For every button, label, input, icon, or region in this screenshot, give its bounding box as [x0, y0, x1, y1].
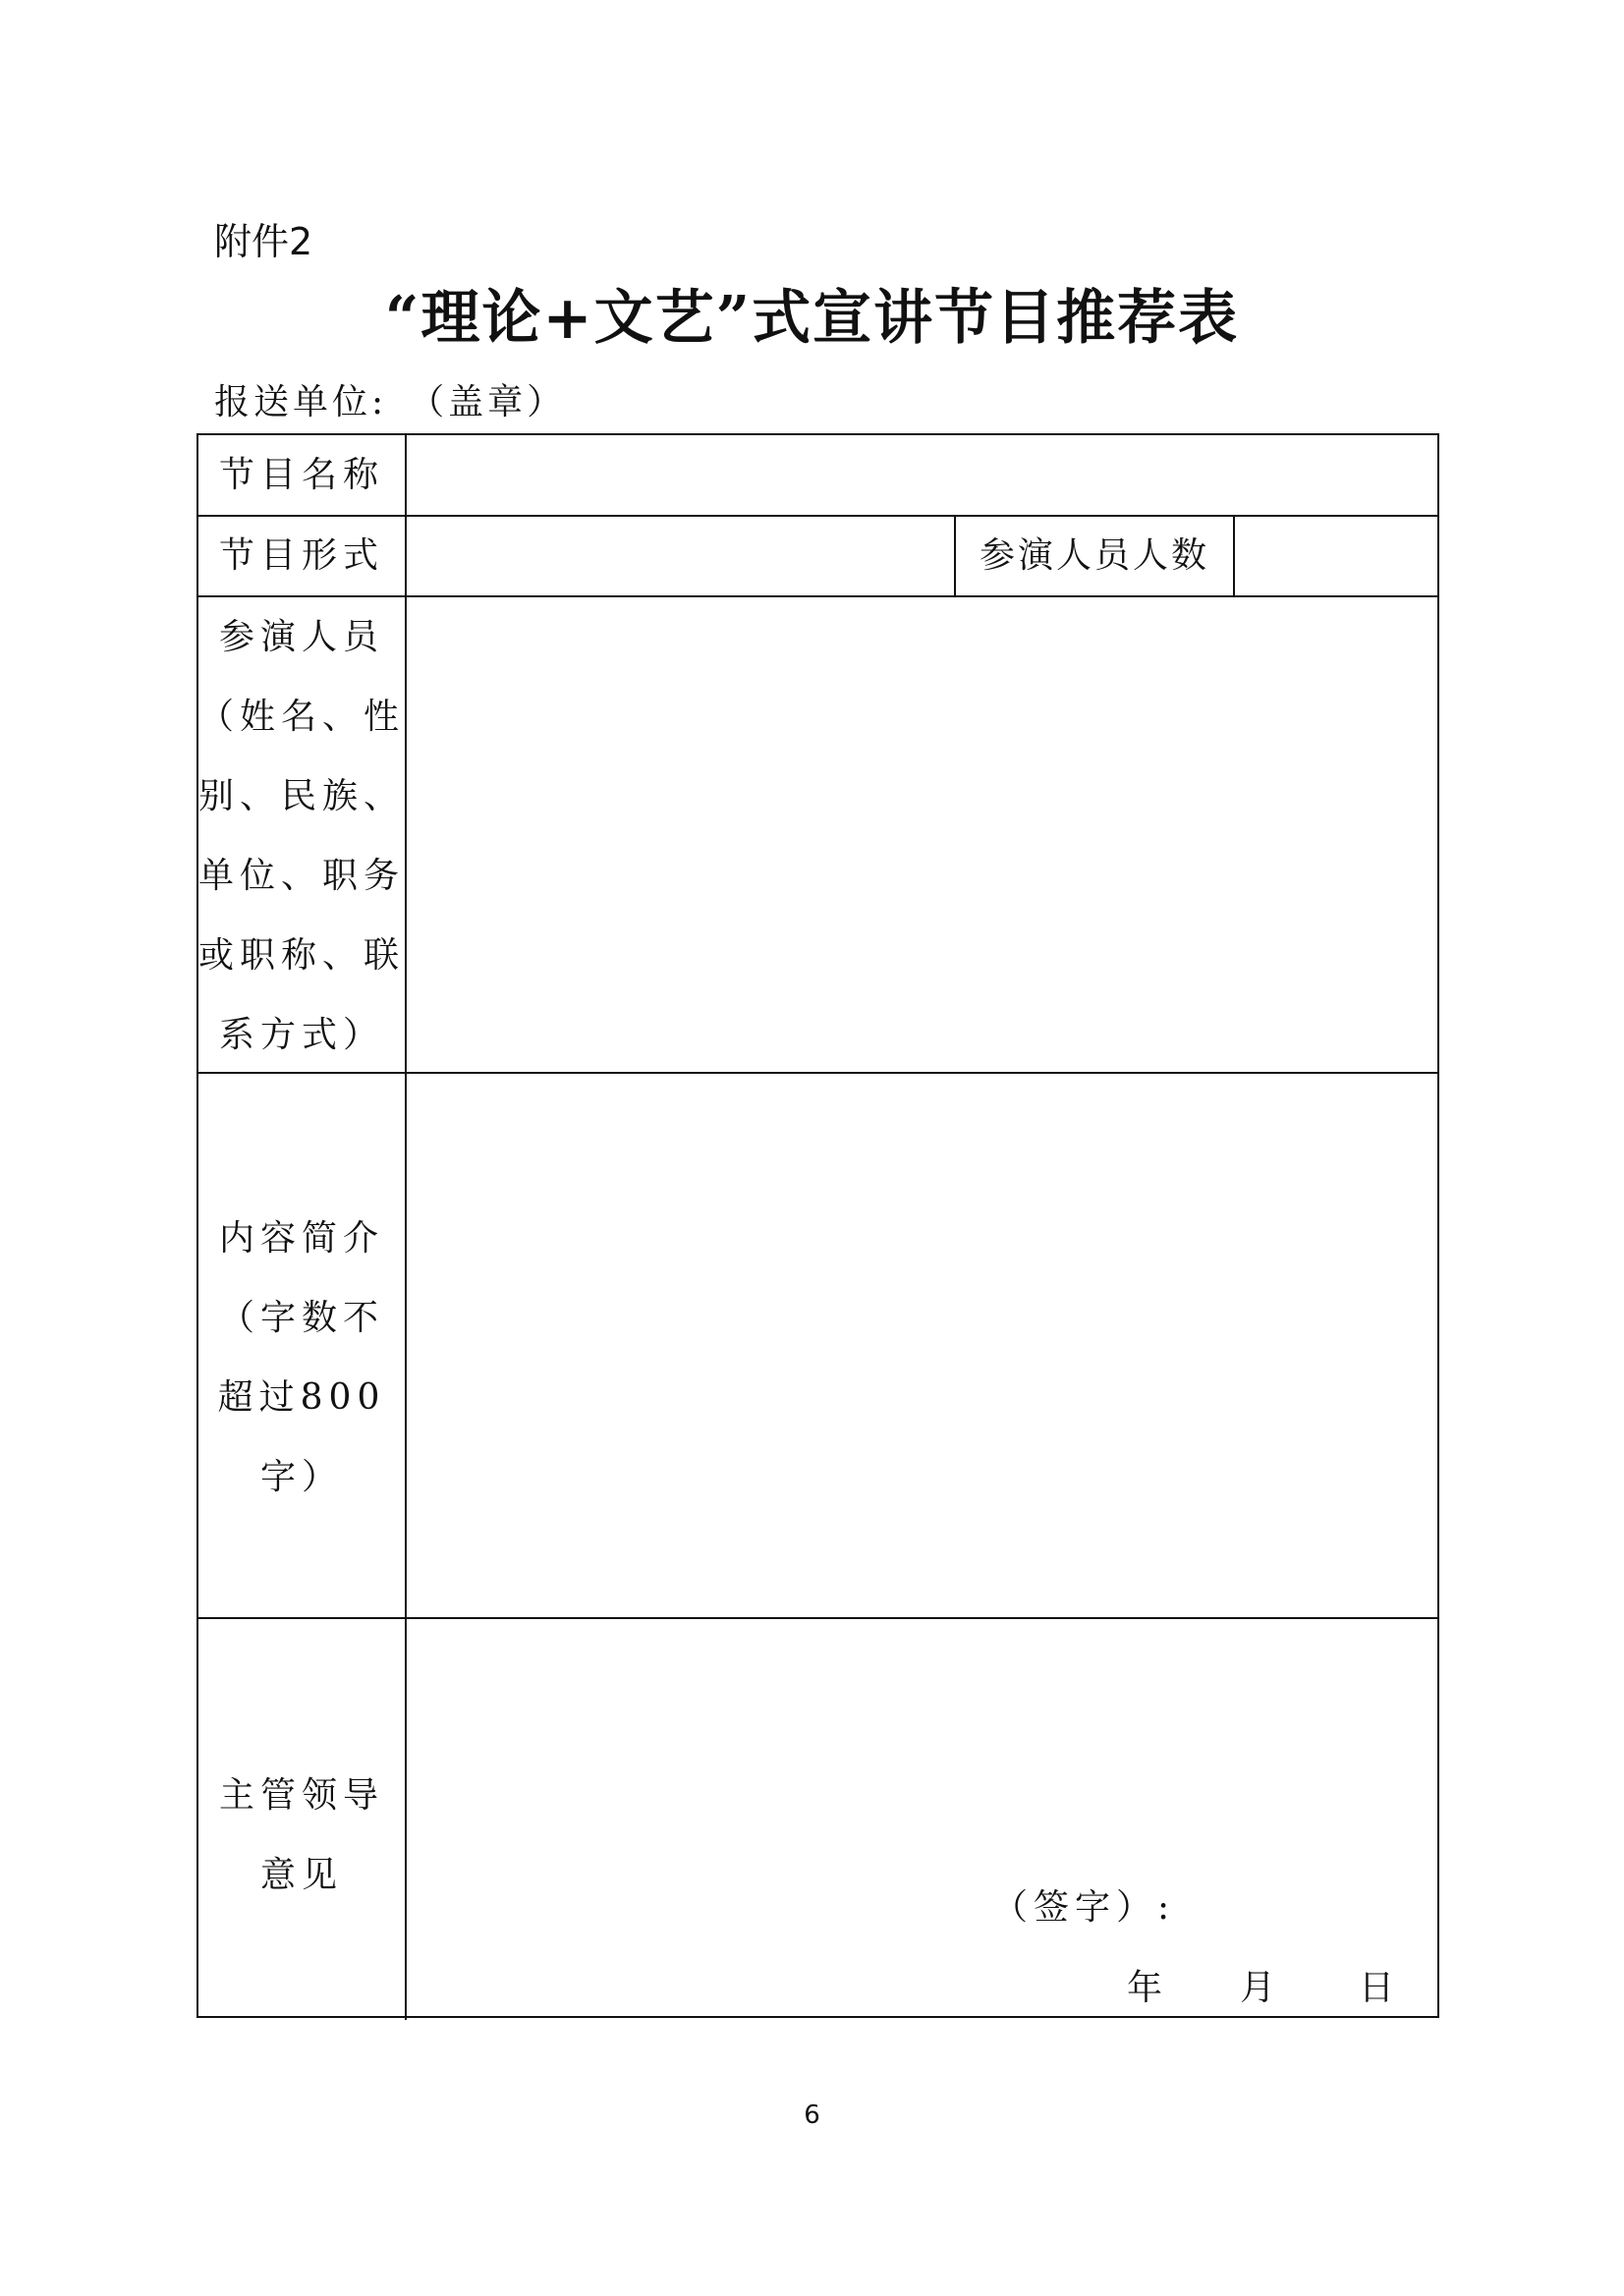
program-form-field[interactable] — [407, 517, 952, 593]
program-name-label: 节目名称 — [218, 455, 384, 495]
signature-label: （签字）: — [992, 1887, 1176, 1928]
attachment-label: 附件2 — [214, 220, 313, 263]
submitting-unit-label: 报送单位: — [214, 382, 388, 422]
intro-label-line: （字数不 — [218, 1298, 384, 1338]
intro-label-line: 内容简介 — [218, 1218, 384, 1259]
performers-label-line: 参演人员 — [218, 617, 384, 657]
recommendation-form — [196, 433, 1439, 2018]
date-month-label: 月 — [1240, 1968, 1276, 2008]
opinion-label-line: 意见 — [259, 1855, 343, 1895]
intro-field[interactable] — [407, 1074, 1437, 1615]
performer-count-label: 参演人员人数 — [979, 535, 1209, 576]
performers-label-line: 或职称、联 — [198, 935, 406, 976]
date-day-label: 日 — [1359, 1968, 1395, 2008]
intro-label-line: 字） — [259, 1457, 343, 1497]
performers-label-line: 别、民族、 — [198, 776, 406, 816]
performer-count-field[interactable] — [1235, 517, 1437, 593]
program-name-field[interactable] — [407, 437, 1437, 513]
performers-label-line: （姓名、性 — [198, 697, 406, 737]
date-year-label: 年 — [1127, 1968, 1163, 2008]
seal-note: （盖章） — [409, 382, 567, 422]
intro-label — [198, 1199, 405, 1517]
performers-label-line: 系方式） — [218, 1015, 384, 1055]
program-form-label: 节目形式 — [218, 535, 384, 576]
performers-label-line: 单位、职务 — [198, 856, 406, 896]
opinion-label-line: 主管领导 — [218, 1775, 384, 1816]
page-number: 6 — [804, 2100, 820, 2130]
opinion-label — [198, 1756, 405, 1915]
submitting-unit-line — [214, 379, 566, 426]
performers-field[interactable] — [407, 597, 1437, 1070]
opinion-field[interactable] — [407, 1619, 1437, 2016]
intro-label-line: 超过800 — [217, 1377, 386, 1418]
page-title: “理论+文艺”式宣讲节目推荐表 — [384, 284, 1240, 353]
performers-label — [198, 595, 405, 1075]
